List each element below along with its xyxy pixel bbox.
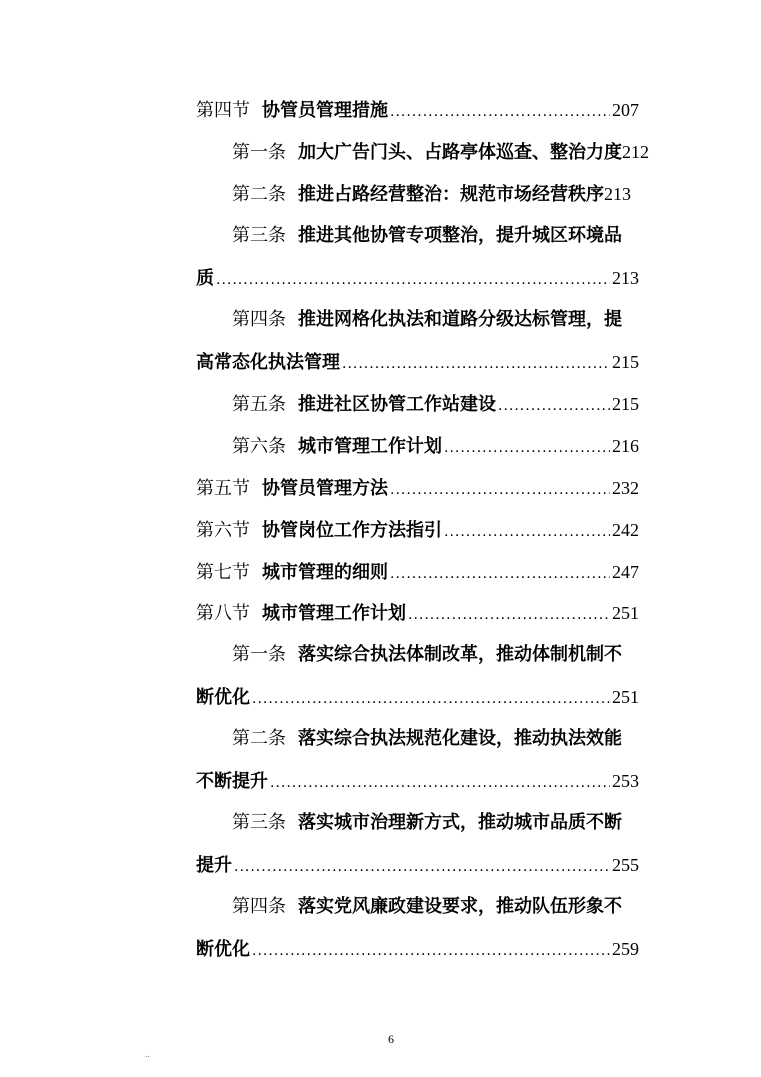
toc-page: 215 [612, 394, 639, 414]
toc-entry[interactable] [232, 895, 659, 919]
toc-title: 高常态化执法管理 [196, 352, 340, 373]
toc-title: 推进网格化执法和道路分级达标管理，提 [298, 309, 622, 330]
leader-dots [390, 562, 610, 586]
toc-page: 251 [612, 603, 639, 623]
toc-entry[interactable] [232, 727, 659, 751]
toc-title: 质 [196, 268, 214, 289]
toc-entry-continuation[interactable] [196, 350, 639, 376]
toc-entry-continuation[interactable] [196, 937, 639, 963]
toc-label: 第四条 [232, 309, 286, 330]
toc-title: 提升 [196, 855, 232, 876]
toc-page: 212 [622, 142, 649, 162]
leader-dots [270, 771, 610, 795]
toc-entry[interactable] [232, 182, 659, 207]
toc-page: 215 [612, 352, 639, 372]
toc-title: 协管员管理方法 [262, 478, 388, 499]
toc-entry[interactable] [232, 224, 659, 248]
toc-title: 推进其他协管专项整治，提升城区环境品 [298, 225, 622, 246]
toc-entry[interactable] [232, 308, 659, 332]
leader-dots [234, 855, 610, 879]
toc-label: 第六节 [196, 520, 250, 541]
toc-entry[interactable] [232, 434, 639, 460]
toc-label: 第二条 [232, 184, 286, 205]
leader-dots [390, 478, 610, 502]
toc-entry-continuation[interactable] [196, 769, 639, 795]
toc-page: 242 [612, 520, 639, 540]
leader-dots [216, 268, 610, 292]
toc-title: 断优化 [196, 687, 250, 708]
toc-page: 232 [612, 478, 639, 498]
toc-title: 加大广告门头、占路亭体巡查、整治力度 [298, 142, 622, 163]
toc-label: 第四条 [232, 896, 286, 917]
toc-title: 协管员管理措施 [262, 100, 388, 121]
toc-page: 251 [612, 687, 639, 707]
toc-entry[interactable] [196, 476, 639, 502]
footer-page-number: 6 [388, 1032, 394, 1046]
toc-title: 断优化 [196, 939, 250, 960]
toc-entry-continuation[interactable] [196, 853, 639, 879]
toc-label: 第一条 [232, 644, 286, 665]
toc-label: 第四节 [196, 100, 250, 121]
toc-entry[interactable] [232, 811, 659, 835]
toc-page: 213 [612, 268, 639, 288]
toc-title: 城市管理的细则 [262, 562, 388, 583]
toc-label: 第三条 [232, 812, 286, 833]
toc-page: 259 [612, 939, 639, 959]
toc-label: 第六条 [232, 436, 286, 457]
toc-label: 第七节 [196, 562, 250, 583]
toc-entry[interactable] [232, 392, 639, 418]
toc-title: 推进社区协管工作站建设 [298, 394, 496, 415]
footer-mark: .. [145, 1050, 151, 1059]
leader-dots [444, 520, 610, 544]
toc-entry-continuation[interactable] [196, 685, 639, 711]
toc-title: 落实综合执法体制改革，推动体制机制不 [298, 644, 622, 665]
toc-label: 第二条 [232, 728, 286, 749]
toc-title: 落实党风廉政建设要求，推动队伍形象不 [298, 896, 622, 917]
toc-page: 247 [612, 562, 639, 582]
toc-label: 第五条 [232, 394, 286, 415]
toc-label: 第一条 [232, 142, 286, 163]
leader-dots [444, 436, 610, 460]
leader-dots [252, 687, 610, 711]
toc-title: 协管岗位工作方法指引 [262, 520, 442, 541]
toc-label: 第三条 [232, 225, 286, 246]
toc-page: 253 [612, 771, 639, 791]
toc-page: 207 [612, 100, 639, 120]
toc-entry[interactable] [196, 98, 639, 124]
toc-title: 城市管理工作计划 [262, 603, 406, 624]
leader-dots [498, 394, 610, 418]
toc-title: 不断提升 [196, 771, 268, 792]
toc-entry[interactable] [232, 643, 659, 667]
toc-label: 第八节 [196, 603, 250, 624]
toc-page: 213 [604, 184, 631, 204]
toc-entry[interactable] [196, 601, 639, 627]
toc-entry-continuation[interactable] [196, 266, 639, 292]
toc-page: 255 [612, 855, 639, 875]
toc-title: 落实综合执法规范化建设，推动执法效能 [298, 728, 622, 749]
leader-dots [390, 100, 610, 124]
toc-title: 落实城市治理新方式，推动城市品质不断 [298, 812, 622, 833]
leader-dots [408, 603, 610, 627]
toc-page: 216 [612, 436, 639, 456]
toc-label: 第五节 [196, 478, 250, 499]
leader-dots [342, 352, 610, 376]
toc-entry[interactable] [196, 518, 639, 544]
toc-title: 推进占路经营整治：规范市场经营秩序 [298, 184, 604, 205]
toc-entry[interactable] [232, 140, 659, 165]
leader-dots [252, 939, 610, 963]
toc-entry[interactable] [196, 560, 639, 586]
toc-title: 城市管理工作计划 [298, 436, 442, 457]
